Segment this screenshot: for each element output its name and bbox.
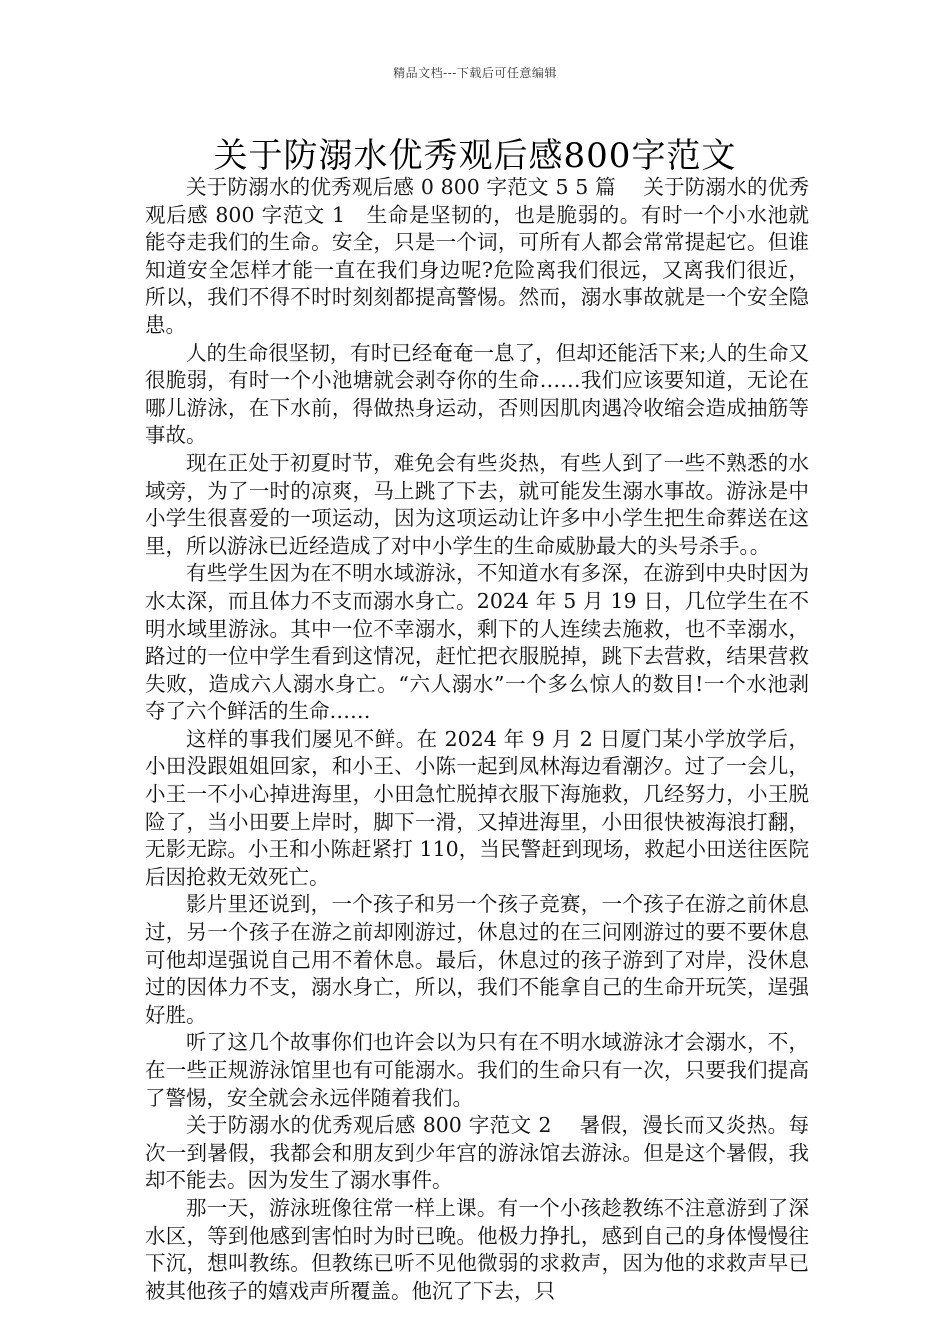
paragraph: 有些学生因为在不明水域游泳，不知道水有多深，在游到中央时因为水太深，而且体力不支而溺水身亡。2024 年 5 月 19 日，几位学生在不明水域里游泳。其中一位不幸溺水，剩下的人连续去施救，也不幸溺水，路过的一位中学生看到这情况，赶忙把衣服脱掉，跳下去营救，结果营救失败，造成六人溺水身亡。“六人溺水”一个多么惊人的数目!一个水池剥夺了六个鲜活的生命…… (145, 561, 809, 724)
paragraph: 这样的事我们屡见不鲜。在 2024 年 9 月 2 日厦门某小学放学后，小田没跟姐姐回家，和小王、小陈一起到凤林海边看潮汐。过了一会儿，小王一不小心掉进海里，小田急忙脱掉衣服下海施救，几经努力，小王脱险了，当小田要上岸时，脚下一滑，又掉进海里，小田很快被海浪打翻，无影无踪。小王和小陈赶紧打 110，当民警赶到现场，救起小田送往医院后因抢救无效死亡。 (145, 726, 809, 889)
paragraph: 现在正处于初夏时节，难免会有些炎热，有些人到了一些不熟悉的水域旁，为了一时的凉爽，马上跳了下去，就可能发生溺水事故。游泳是中小学生很喜爱的一项运动，因为这项运动让许多中小学生把生命葬送在这里，所以游泳已近经造成了对中小学生的生命威胁最大的头号杀手。。 (145, 450, 809, 558)
paragraph: 人的生命很坚韧，有时已经奄奄一息了，但却还能活下来;人的生命又很脆弱，有时一个小池塘就会剥夺你的生命……我们应该要知道，无论在哪儿游泳，在下水前，得做热身运动，否则因肌肉遇冷收缩会造成抽筋等事故。 (145, 340, 809, 448)
page-header-note: 精品文档---下载后可任意编辑 (393, 66, 557, 80)
paragraph: 关于防溺水的优秀观后感 800 字范文 2 暑假，漫长而又炎热。每次一到暑假，我都会和朋友到少年宫的游泳馆去游泳。但是这个暑假，我却不能去。因为发生了溺水事件。 (145, 1113, 809, 1193)
paragraph: 影片里还说到，一个孩子和另一个孩子竞赛，一个孩子在游之前休息过，另一个孩子在游之前却刚游过，休息过的在三问刚游过的要不要休息可他却逞强说自己用不着休息。最后，休息过的孩子游到了对岸，没休息过的因体力不支，溺水身亡，所以，我们不能拿自己的生命开玩笑，逞强好胜。 (145, 892, 809, 1027)
paragraph: 关于防溺水的优秀观后感 0 800 字范文 5 5 篇 关于防溺水的优秀观后感 800 字范文 1 生命是坚韧的，也是脆弱的。有时一个小水池就能夺走我们的生命。安全，只是一个词，可所有人都会常常提起它。但谁知道安全怎样才能一直在我们身边呢?危险离我们很远，又离我们很近，所以，我们不得不时时刻刻都提高警惕。然而，溺水事故就是一个安全隐患。 (145, 175, 809, 337)
document-title: 关于防溺水优秀观后感800字范文 (213, 136, 737, 176)
paragraph: 听了这几个故事你们也许会以为只有在不明水域游泳才会溺水，不，在一些正规游泳馆里也有可能溺水。我们的生命只有一次，只要我们提高了警惕，安全就会永远伴随着我们。 (145, 1030, 809, 1110)
paragraph: 那一天，游泳班像往常一样上课。有一个小孩趁教练不注意游到了深水区，等到他感到害怕时为时已晚。他极力挣扎，感到自己的身体慢慢往下沉，想叫教练。但教练已听不见他微弱的求救声，因为他的求救声早已被其他孩子的嬉戏声所覆盖。他沉了下去，只 (145, 1195, 809, 1303)
document-body (145, 174, 809, 1305)
